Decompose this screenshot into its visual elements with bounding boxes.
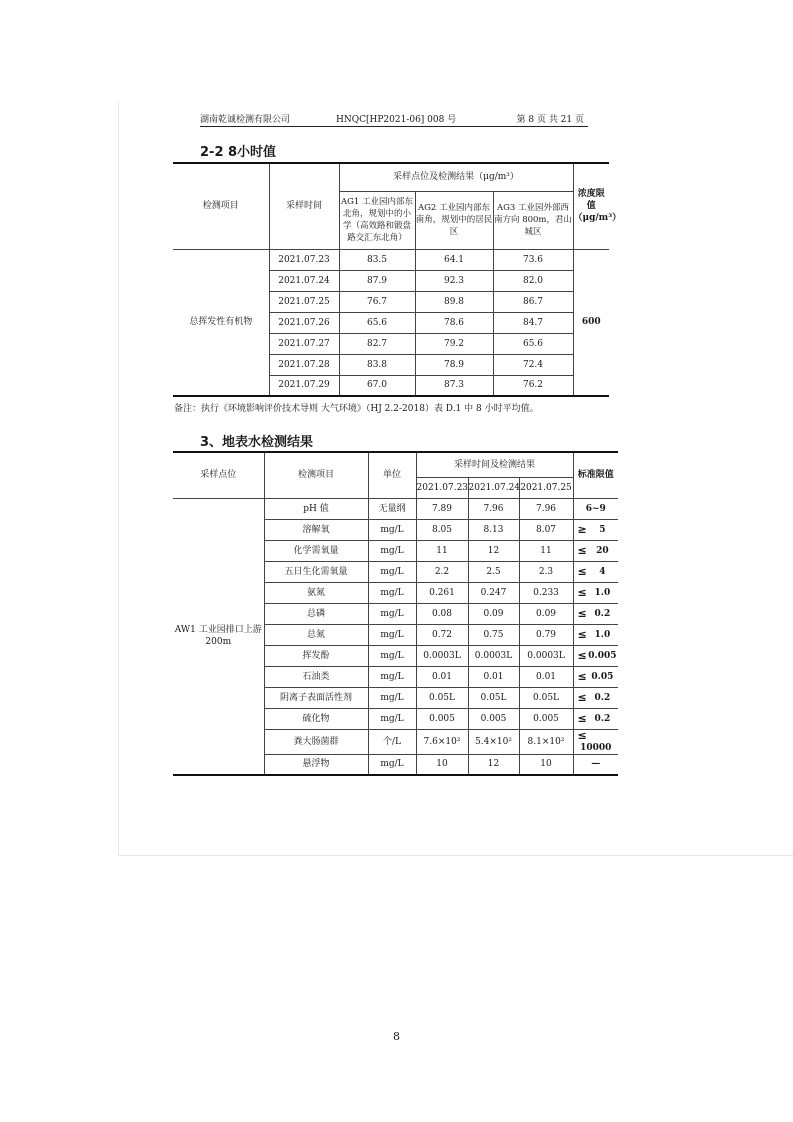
value-cell: 0.05L [468,687,519,708]
limit-cell [573,708,618,729]
limit-cell [573,603,618,624]
limit-value: 0.2 [594,608,611,619]
limit-value: 4 [599,566,606,577]
date-cell: 2021.07.27 [269,333,339,354]
col-header-site: 采样点位 [173,452,264,498]
unit-cell: mg/L [368,624,416,645]
col-header-item: 检测项目 [264,452,368,498]
value-cell: 0.0003L [519,645,573,666]
unit-cell: mg/L [368,561,416,582]
unit-cell: mg/L [368,519,416,540]
item-cell: 挥发酚 [264,645,368,666]
page-header [200,110,588,127]
value-cell: 11 [416,540,468,561]
value-cell: 83.8 [339,354,415,375]
limit-value: 0.05 [591,671,614,682]
limit-symbol: ≤ [577,728,587,742]
surface-water-table [173,451,618,776]
scan-edge [118,855,793,856]
limit-cell [573,519,618,540]
value-cell: 72.4 [493,354,573,375]
date-cell: 2021.07.28 [269,354,339,375]
limit-value: 5 [599,524,606,535]
limit-cell [573,624,618,645]
value-cell: 0.01 [416,666,468,687]
unit-cell: mg/L [368,666,416,687]
col-header-group: 采样点位及检测结果（μg/m³） [339,163,573,191]
voc-8h-table [173,162,622,397]
site-ag3: AG3 工业园外部西南方向 800m，君山城区 [493,191,573,249]
col-header-group: 采样时间及检测结果 [416,452,573,477]
item-cell: 五日生化需氧量 [264,561,368,582]
value-cell: 8.07 [519,519,573,540]
value-cell: 0.005 [416,708,468,729]
item-cell: 总磷 [264,603,368,624]
limit-cell [573,754,618,775]
unit-cell: mg/L [368,708,416,729]
value-cell: 5.4×10² [468,729,519,754]
date-cell: 2021.07.29 [269,375,339,396]
unit-cell: mg/L [368,687,416,708]
value-cell: 0.005 [468,708,519,729]
scan-edge [118,100,119,855]
value-cell: 2.2 [416,561,468,582]
limit-value: 6~9 [585,503,606,514]
value-cell: 8.13 [468,519,519,540]
value-cell: 0.79 [519,624,573,645]
value-cell: 0.261 [416,582,468,603]
date-cell: 2021.07.24 [269,270,339,291]
value-cell: 11 [519,540,573,561]
value-cell: 0.0003L [416,645,468,666]
value-cell: 10 [416,754,468,775]
value-cell: 0.247 [468,582,519,603]
value-cell: 0.05L [519,687,573,708]
value-cell: 83.5 [339,249,415,270]
limit-symbol: ≤ [577,543,587,557]
date-header: 2021.07.23 [416,477,468,498]
header-page-info: 第 8 页 共 21 页 [516,115,584,125]
limit-symbol: ≥ [577,522,587,536]
unit-cell: mg/L [368,603,416,624]
table-note: 备注：执行《环境影响评价技术导则 大气环境》（HJ 2.2-2018）表 D.1 中 8 小时平均值。 [174,404,539,414]
value-cell: 0.08 [416,603,468,624]
limit-symbol: ≤ [577,585,587,599]
value-cell: 2.5 [468,561,519,582]
value-cell: 78.9 [415,354,493,375]
value-cell: 0.0003L [468,645,519,666]
value-cell: 86.7 [493,291,573,312]
limit-value: 0.005 [588,650,617,661]
item-cell: 粪大肠菌群 [264,729,368,754]
value-cell: 0.75 [468,624,519,645]
col-header-limit: 浓度限值（μg/m³） [573,163,609,249]
col-header-unit: 单位 [368,452,416,498]
limit-value: 600 [573,249,609,396]
unit-cell: mg/L [368,582,416,603]
limit-symbol: ≤ [577,606,587,620]
value-cell: 78.6 [415,312,493,333]
limit-cell [573,687,618,708]
value-cell: 0.01 [468,666,519,687]
limit-cell [573,498,618,519]
section-title-8h: 2-2 8小时值 [200,145,277,160]
item-cell: 悬浮物 [264,754,368,775]
header-report-no: HNQC[HP2021-06] 008 号 [336,115,457,125]
value-cell: 12 [468,754,519,775]
limit-cell [573,561,618,582]
col-header-time: 采样时间 [269,163,339,249]
date-cell: 2021.07.26 [269,312,339,333]
value-cell: 89.8 [415,291,493,312]
value-cell: 0.005 [519,708,573,729]
value-cell: 76.2 [493,375,573,396]
limit-cell [573,666,618,687]
value-cell: 0.09 [468,603,519,624]
value-cell: 67.0 [339,375,415,396]
unit-cell: mg/L [368,645,416,666]
limit-value: 20 [596,545,609,556]
limit-symbol: ≤ [577,564,587,578]
limit-symbol: ≤ [577,711,587,725]
value-cell: 79.2 [415,333,493,354]
value-cell: 0.233 [519,582,573,603]
item-cell: 总氮 [264,624,368,645]
unit-cell: mg/L [368,754,416,775]
value-cell: 0.72 [416,624,468,645]
value-cell: 82.7 [339,333,415,354]
value-cell: 65.6 [493,333,573,354]
date-cell: 2021.07.23 [269,249,339,270]
value-cell: 7.6×10² [416,729,468,754]
value-cell: 2.3 [519,561,573,582]
unit-cell: mg/L [368,540,416,561]
header-company: 湖南乾诚检测有限公司 [200,115,291,125]
value-cell: 10 [519,754,573,775]
value-cell: 7.96 [468,498,519,519]
limit-cell [573,729,618,754]
value-cell: 92.3 [415,270,493,291]
value-cell: 84.7 [493,312,573,333]
limit-cell [573,645,618,666]
value-cell: 87.3 [415,375,493,396]
value-cell: 8.05 [416,519,468,540]
col-header-item: 检测项目 [173,163,269,249]
value-cell: 0.09 [519,603,573,624]
item-cell: 化学需氧量 [264,540,368,561]
limit-cell [573,540,618,561]
value-cell: 7.96 [519,498,573,519]
item-cell: 硫化物 [264,708,368,729]
item-voc: 总挥发性有机物 [173,249,269,396]
item-cell: 石油类 [264,666,368,687]
value-cell: 8.1×10² [519,729,573,754]
limit-value: 0.2 [594,713,611,724]
section-title-surface-water: 3、地表水检测结果 [200,435,314,450]
site-aw1: AW1 工业园排口上游 200m [173,498,264,775]
value-cell: 65.6 [339,312,415,333]
item-cell: 氨氮 [264,582,368,603]
value-cell: 0.01 [519,666,573,687]
limit-symbol: ≤ [577,669,587,683]
value-cell: 0.05L [416,687,468,708]
limit-symbol: ≤ [577,690,587,704]
value-cell: 76.7 [339,291,415,312]
value-cell: 87.9 [339,270,415,291]
value-cell: 7.89 [416,498,468,519]
value-cell: 73.6 [493,249,573,270]
date-header: 2021.07.25 [519,477,573,498]
limit-value: 1.0 [594,629,611,640]
date-header: 2021.07.24 [468,477,519,498]
limit-value: 10000 [580,742,612,753]
date-cell: 2021.07.25 [269,291,339,312]
limit-cell [573,582,618,603]
limit-value: 1.0 [594,587,611,598]
item-cell: pH 值 [264,498,368,519]
unit-cell: 无量纲 [368,498,416,519]
value-cell: 12 [468,540,519,561]
page-number: 8 [393,1030,400,1043]
col-header-limit: 标准限值 [573,452,618,498]
value-cell: 82.0 [493,270,573,291]
limit-value: 0.2 [594,692,611,703]
unit-cell: 个/L [368,729,416,754]
value-cell: 64.1 [415,249,493,270]
item-cell: 阴离子表面活性剂 [264,687,368,708]
limit-symbol: ≤ [577,627,587,641]
site-ag2: AG2 工业园内部东南角，规划中的居民区 [415,191,493,249]
limit-value: — [591,759,601,770]
site-ag1: AG1 工业园内部东北角，规划中的小学（高效路和锻盘路交汇东北角） [339,191,415,249]
limit-symbol: ≤ [577,648,587,662]
item-cell: 溶解氧 [264,519,368,540]
